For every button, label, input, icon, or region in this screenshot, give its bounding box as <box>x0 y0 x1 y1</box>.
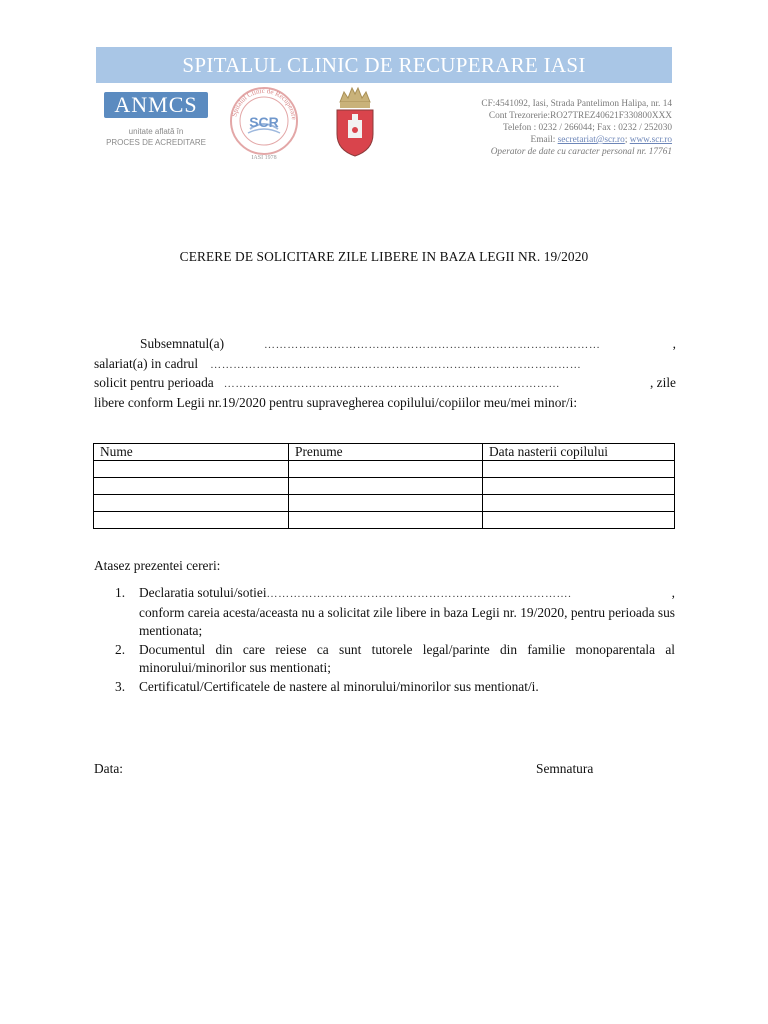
email-link[interactable]: secretariat@scr.ro <box>557 135 625 145</box>
date-label: Data: <box>94 761 123 776</box>
table-cell[interactable] <box>289 512 483 529</box>
document-title: CERERE DE SOLICITARE ZILE LIBERE IN BAZA LEGII NR. 19/2020 <box>179 249 589 264</box>
period-label: solicit pentru perioada <box>94 375 214 391</box>
table-cell[interactable] <box>289 478 483 495</box>
item-number: 2. <box>115 641 126 657</box>
employer-row <box>94 355 676 375</box>
signature-label: Semnatura <box>536 761 594 776</box>
table-cell[interactable] <box>483 495 675 512</box>
attachments-label: Atasez prezentei cereri: <box>94 558 221 573</box>
table-header-row <box>94 444 675 461</box>
employer-label: salariat(a) in cadrul <box>94 355 199 371</box>
anmcs-line2: PROCES DE ACREDITARE <box>106 138 206 147</box>
crest-icon <box>330 84 380 160</box>
list-item <box>94 678 675 697</box>
name-row <box>94 335 676 355</box>
name-label: Subsemnatul(a) <box>140 336 225 351</box>
birth-certificate-text: Certificatul/Certificatele de nastere al minorului/minorilor sus mentionat/i. <box>139 678 539 694</box>
col-data-nasterii: Data nasterii copilului <box>483 444 675 461</box>
phone-fax: Telefon : 0232 / 266044; Fax : 0232 / 252030 <box>502 123 672 133</box>
anmcs-logo-text: ANMCS <box>114 92 198 117</box>
list-item <box>94 641 675 678</box>
email-separator: ; <box>624 135 630 145</box>
table-row <box>94 495 675 512</box>
purpose-line: libere conform Legii nr.19/2020 pentru supravegherea copilului/copiilor meu/mei minor/i: <box>94 394 578 410</box>
period-suffix: , zile <box>649 375 676 391</box>
table-cell[interactable] <box>94 461 289 478</box>
table-cell[interactable] <box>289 461 483 478</box>
scr-monogram: SCR <box>249 114 279 130</box>
anmcs-line1: unitate aflată în <box>128 127 184 136</box>
hospital-banner <box>96 47 672 83</box>
scr-ring-text: Spitalul Clinic de Recuperare <box>230 86 298 121</box>
table-row <box>94 461 675 478</box>
employer-fill-line[interactable]: …………………………………………………………………………………… <box>210 358 582 371</box>
period-row <box>94 374 676 394</box>
hospital-name: SPITALUL CLINIC DE RECUPERARE IASI <box>182 52 586 77</box>
treasury-account: Cont Trezorerie:RO27TREZ40621F330800XXX <box>488 111 672 121</box>
iasi-coat-of-arms <box>330 84 380 160</box>
spouse-fill-line[interactable]: ……………………………………………………………………. <box>266 588 572 600</box>
table-cell[interactable] <box>94 512 289 529</box>
table-cell[interactable] <box>94 478 289 495</box>
table-cell[interactable] <box>483 478 675 495</box>
data-operator-line: Operator de date cu caracter personal nr. 17761 <box>490 147 672 157</box>
email-label: Email: <box>530 135 558 145</box>
address-line: CF:4541092, Iasi, Strada Pantelimon Halipa, nr. 14 <box>481 99 672 109</box>
list-item <box>94 584 675 641</box>
anmcs-logo <box>100 88 212 158</box>
item-number: 1. <box>115 585 126 600</box>
table-cell[interactable] <box>483 512 675 529</box>
table-cell[interactable] <box>289 495 483 512</box>
spouse-declaration-label: Declaratia sotului/sotiei <box>139 585 267 600</box>
col-prenume: Prenume <box>289 444 483 461</box>
name-comma: , <box>672 336 676 351</box>
table-row <box>94 478 675 495</box>
hospital-contact-info <box>400 98 672 158</box>
col-nume: Nume <box>94 444 289 461</box>
spouse-comma: , <box>671 585 675 600</box>
table-cell[interactable] <box>94 495 289 512</box>
scr-logo <box>220 85 310 161</box>
period-fill-line[interactable]: …………………………………………………………………………… <box>223 378 561 391</box>
children-table <box>93 443 675 529</box>
scr-founded: IASI 1978 <box>251 155 277 161</box>
name-fill-line[interactable]: …………………………………………………………………………… <box>264 339 601 351</box>
request-paragraph <box>94 335 676 412</box>
scr-emblem-icon <box>220 85 310 161</box>
guardian-document-text: Documentul din care reiese ca sunt tutorele legal/parinte din familie monoparentala al minorului/minorilor sus mentionati; <box>139 641 675 675</box>
attachments-list <box>94 584 675 696</box>
table-row <box>94 512 675 529</box>
table-cell[interactable] <box>483 461 675 478</box>
website-link[interactable]: www.scr.ro <box>629 135 672 145</box>
item-number: 3. <box>115 678 126 694</box>
spouse-declaration-text: conform careia acesta/aceasta nu a solicitat zile libere in baza Legii nr. 19/2020, pentru perioada sus mentionata; <box>139 604 675 638</box>
